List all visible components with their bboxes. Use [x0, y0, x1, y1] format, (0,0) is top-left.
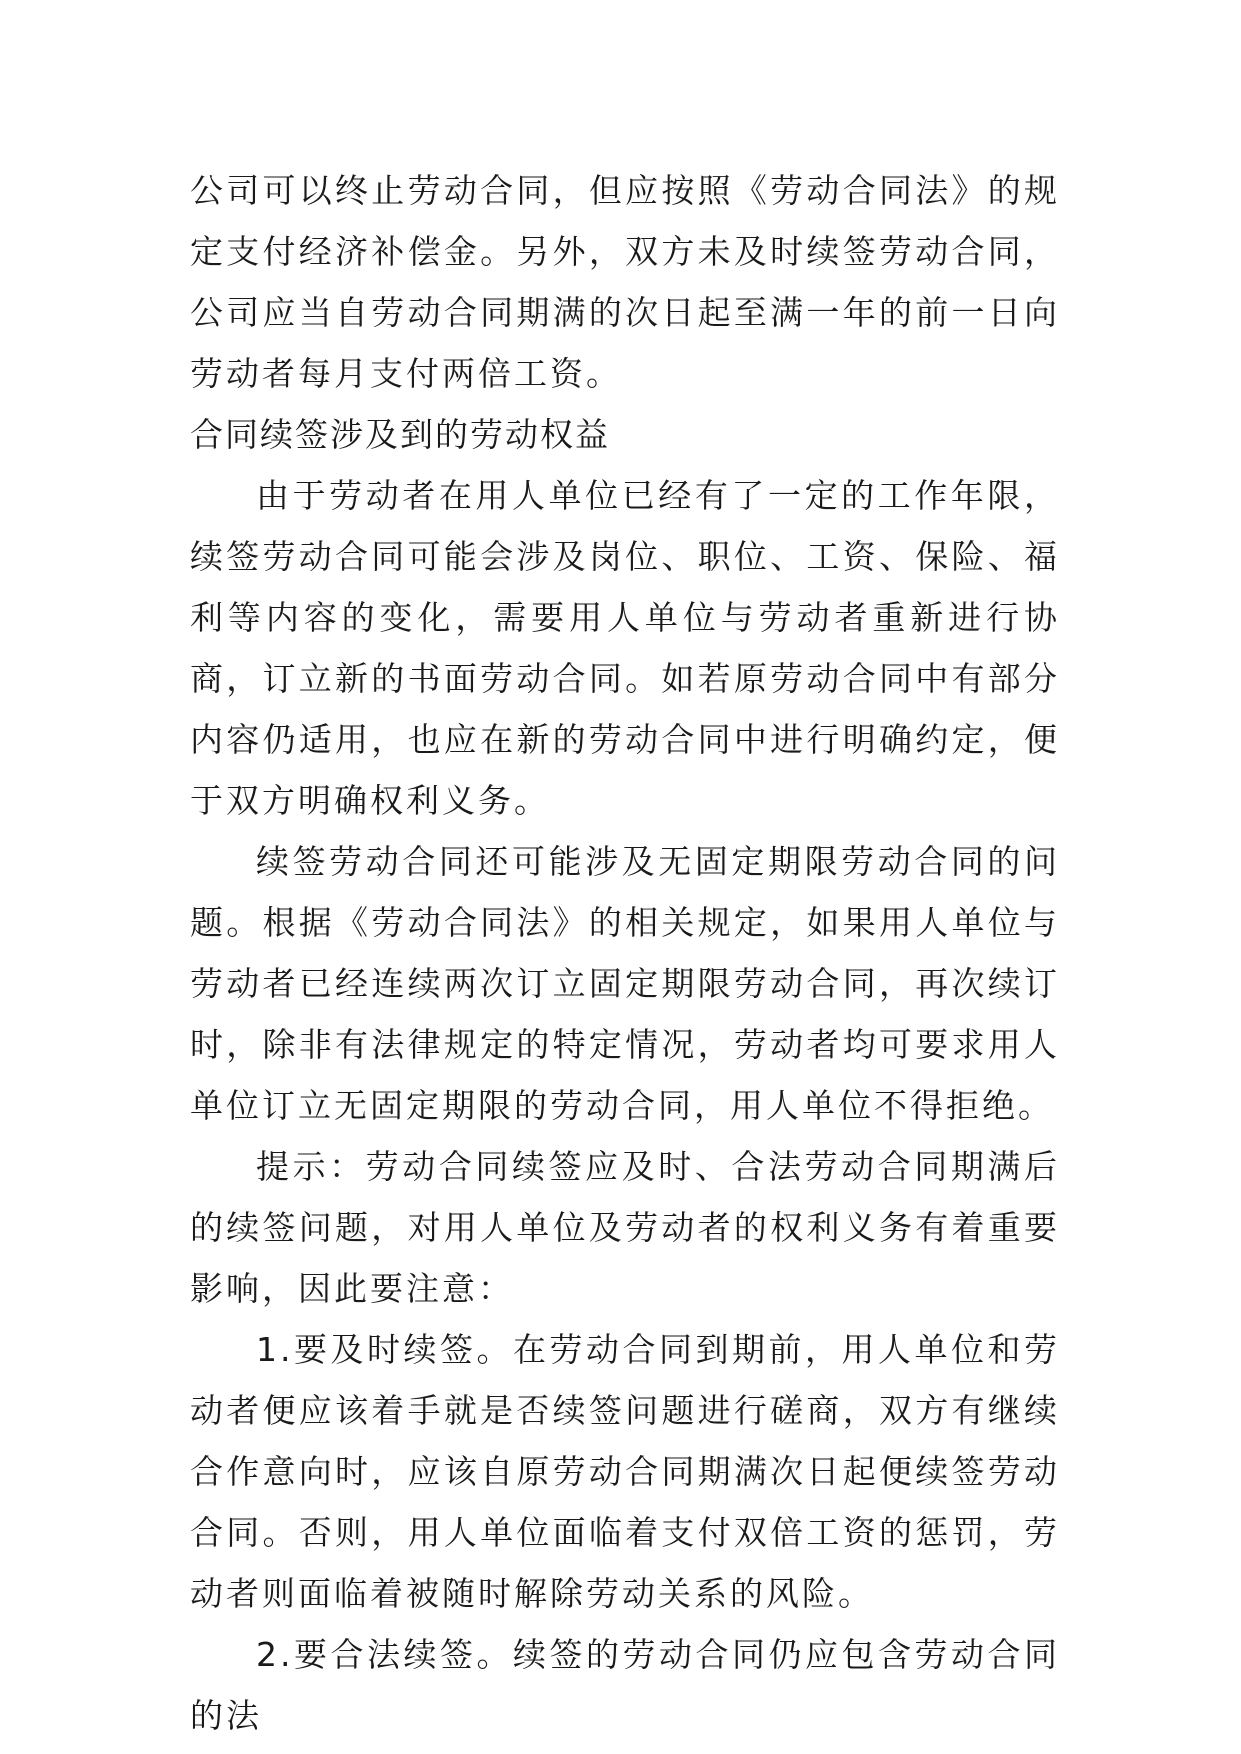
paragraph-open-ended-contract: 续签劳动合同还可能涉及无固定期限劳动合同的问题。根据《劳动合同法》的相关规定，如果用人单位与劳动者已经连续两次订立固定期限劳动合同，再次续订时，除非有法律规定的特定情况，劳动者均可要求用人单位订立无固定期限的劳动合同，用人单位不得拒绝。 [190, 842, 1060, 1125]
list-item-timely-renewal: 1.要及时续签。在劳动合同到期前，用人单位和劳动者便应该着手就是否续签问题进行磋商，双方有继续合作意向时，应该自原劳动合同期满次日起便续签劳动合同。否则，用人单位面临着支付双倍工资的惩罚，劳动者则面临着被随时解除劳动关系的风险。 [190, 1330, 1060, 1613]
paragraph-renewal-rights: 由于劳动者在用人单位已经有了一定的工作年限，续签劳动合同可能会涉及岗位、职位、工资、保险、福利等内容的变化，需要用人单位与劳动者重新进行协商，订立新的书面劳动合同。如若原劳动合同中有部分内容仍适用，也应在新的劳动合同中进行明确约定，便于双方明确权利义务。 [190, 476, 1060, 820]
paragraph-tip: 提示：劳动合同续签应及时、合法劳动合同期满后的续签问题，对用人单位及劳动者的权利义务有着重要影响，因此要注意： [190, 1147, 1060, 1308]
paragraph-compensation: 公司可以终止劳动合同，但应按照《劳动合同法》的规定支付经济补偿金。另外，双方未及时续签劳动合同，公司应当自劳动合同期满的次日起至满一年的前一日向劳动者每月支付两倍工资。 [190, 171, 1060, 393]
section-heading: 合同续签涉及到的劳动权益 [190, 415, 610, 454]
list-item-legal-renewal: 2.要合法续签。续签的劳动合同仍应包含劳动合同的法 [190, 1635, 1060, 1735]
document-body [190, 160, 1060, 1746]
